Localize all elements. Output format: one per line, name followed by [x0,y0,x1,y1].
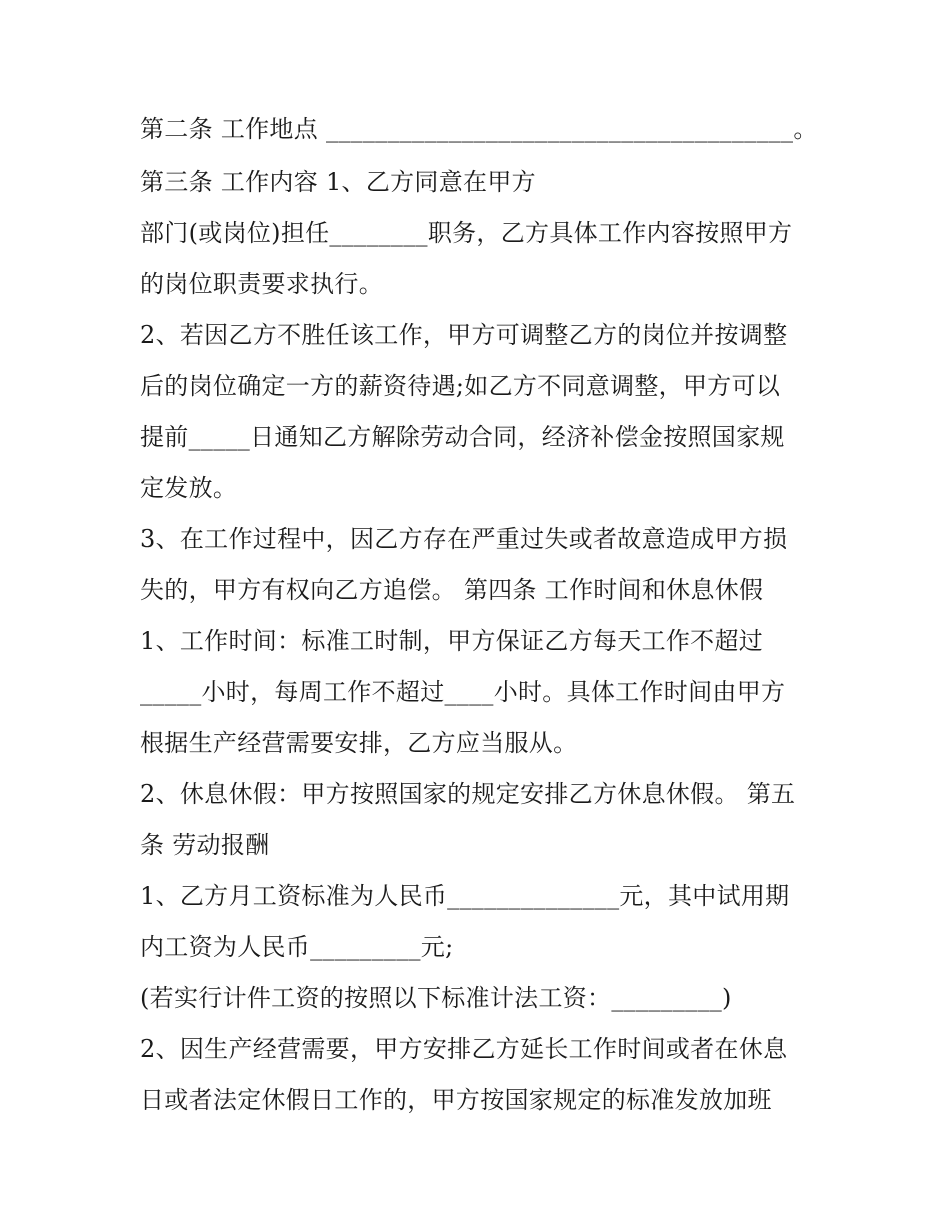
article-2-work-location: 第二条 工作地点 ______________________________________。 [140,115,818,143]
paragraph-line: (若实行计件工资的按照以下标准计法工资：_________) [140,984,732,1012]
paragraph-line: 的岗位职责要求执行。 [140,270,383,298]
paragraph-line: 1、乙方月工资标准为人民币______________元，其中试用期 [140,882,790,910]
paragraph-line: 定发放。 [140,474,238,502]
paragraph-line: 2、因生产经营需要，甲方安排乙方延长工作时间或者在休息 [140,1035,788,1063]
paragraph-line: 部门(或岗位)担任________职务，乙方具体工作内容按照甲方 [140,219,793,247]
paragraph-line: 后的岗位确定一方的薪资待遇;如乙方不同意调整，甲方可以 [140,372,781,400]
paragraph-line: 2、若因乙方不胜任该工作，甲方可调整乙方的岗位并按调整 [140,321,788,349]
paragraph-line: 3、在工作过程中，因乙方存在严重过失或者故意造成甲方损 [140,525,788,553]
paragraph-line: 根据生产经营需要安排，乙方应当服从。 [140,729,578,757]
article-3-heading: 第三条 工作内容 1、乙方同意在甲方 [140,168,536,196]
paragraph-line: 提前_____日通知乙方解除劳动合同，经济补偿金按照国家规 [140,423,785,451]
article-4-heading-line: 失的，甲方有权向乙方追偿。 第四条 工作时间和休息休假 [140,576,764,604]
paragraph-line: 1、工作时间：标准工时制，甲方保证乙方每天工作不超过 [140,627,764,655]
paragraph-line: 内工资为人民币_________元; [140,933,454,961]
paragraph-line: _____小时，每周工作不超过____小时。具体工作时间由甲方 [140,678,786,706]
article-5-heading: 条 劳动报酬 [140,831,270,859]
paragraph-line: 日或者法定休假日工作的，甲方按国家规定的标准发放加班 [140,1086,772,1114]
paragraph-line: 2、休息休假：甲方按照国家的规定安排乙方休息休假。 第五 [140,780,796,808]
